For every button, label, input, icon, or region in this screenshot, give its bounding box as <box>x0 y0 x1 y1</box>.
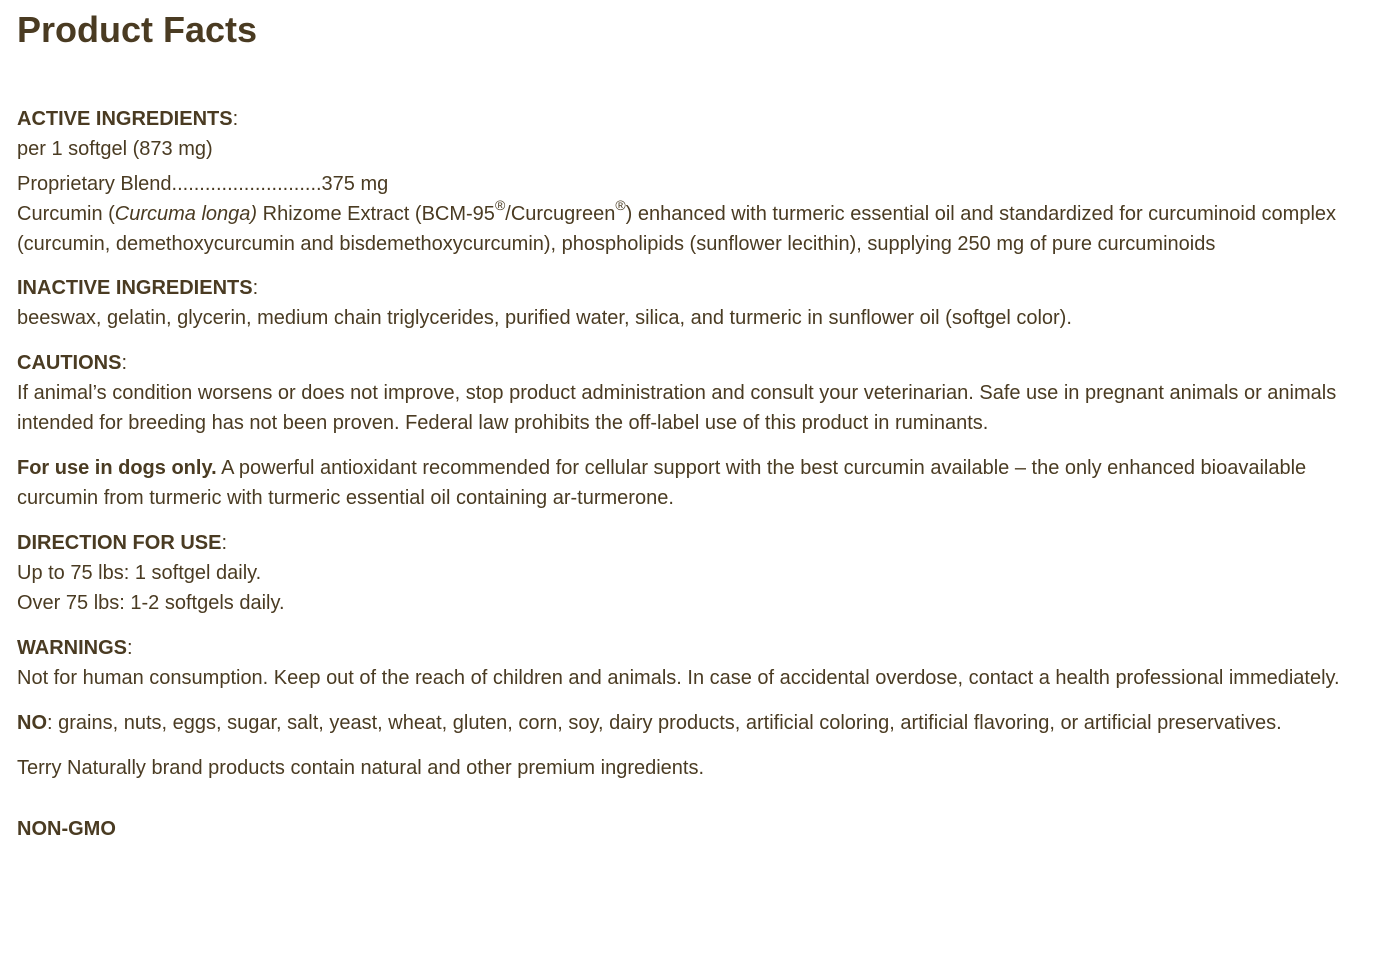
warnings-section <box>17 633 1347 693</box>
cautions-section <box>17 348 1347 438</box>
page-title: Product Facts <box>17 9 258 50</box>
inactive-ingredients-colon: : <box>252 277 259 299</box>
free-from-heading: NO <box>17 712 47 734</box>
direction-heading: DIRECTION FOR USE <box>17 532 222 554</box>
warnings-colon: : <box>127 637 133 659</box>
direction-line-2: Over 75 lbs: 1-2 softgels daily. <box>17 592 285 614</box>
blend-desc-mid1: Rhizome Extract (BCM-95 <box>257 203 495 225</box>
warnings-text: Not for human consumption. Keep out of the reach of children and animals. In case of accidental overdose, contact a health professional immediately. <box>17 667 1340 689</box>
dogs-only-text: A powerful antioxidant recommended for cellular support with the best curcumin available – the only enhanced bioavailable curcumin from turmeric with turmeric essential oil containing ar-turmerone. <box>17 457 1307 509</box>
warnings-heading: WARNINGS <box>17 637 127 659</box>
blend-desc-latin-name: Curcuma longa) <box>114 203 258 225</box>
active-ingredients-colon: : <box>232 108 239 130</box>
blend-desc-pre: Curcumin ( <box>17 203 115 225</box>
cautions-colon: : <box>121 352 128 374</box>
serving-size: per 1 softgel (873 mg) <box>17 138 213 160</box>
registered-mark-1: ® <box>494 197 506 214</box>
cautions-text: If animal’s condition worsens or does not improve, stop product administration and consult your veterinarian. Safe use in pregnant animals or animals intended for breeding has not been proven. Federal law prohibits the off-label use of this product in ruminants. <box>17 382 1337 434</box>
free-from-section <box>17 708 1347 738</box>
free-from-text: : grains, nuts, eggs, sugar, salt, yeast, wheat, gluten, corn, soy, dairy products, artificial coloring, artificial flavoring, or artificial preservatives. <box>47 712 1282 734</box>
registered-mark-2: ® <box>615 197 626 214</box>
active-ingredients-section <box>17 104 1347 164</box>
proprietary-blend-description <box>17 199 1347 259</box>
inactive-ingredients-text: beeswax, gelatin, glycerin, medium chain triglycerides, purified water, silica, and turmeric in sunflower oil (softgel color). <box>17 307 1072 329</box>
proprietary-blend-section <box>17 169 1347 259</box>
dogs-only-section <box>17 453 1347 513</box>
active-ingredients-heading: ACTIVE INGREDIENTS <box>17 108 233 130</box>
cautions-heading: CAUTIONS <box>17 352 122 374</box>
proprietary-blend-label: Proprietary Blend...........................375 mg <box>17 173 389 195</box>
dogs-only-lead: For use in dogs only. <box>17 457 217 479</box>
non-gmo-label: NON-GMO <box>17 818 116 840</box>
direction-colon: : <box>221 532 228 554</box>
direction-line-1: Up to 75 lbs: 1 softgel daily. <box>17 562 262 584</box>
blend-desc-mid2: /Curcugreen <box>505 203 616 225</box>
inactive-ingredients-section <box>17 273 1347 333</box>
blend-desc-post: ) enhanced with turmeric essential oil and standardized for curcuminoid complex (curcumin, demethoxycurcumin and bisdemethoxycurcumin), phospholipids (sunflower lecithin), supplying 250 mg of pure curcuminoids <box>17 203 1337 255</box>
inactive-ingredients-heading: INACTIVE INGREDIENTS <box>17 277 253 299</box>
direction-section <box>17 528 1347 618</box>
brand-statement: Terry Naturally brand products contain natural and other premium ingredients. <box>17 757 705 779</box>
